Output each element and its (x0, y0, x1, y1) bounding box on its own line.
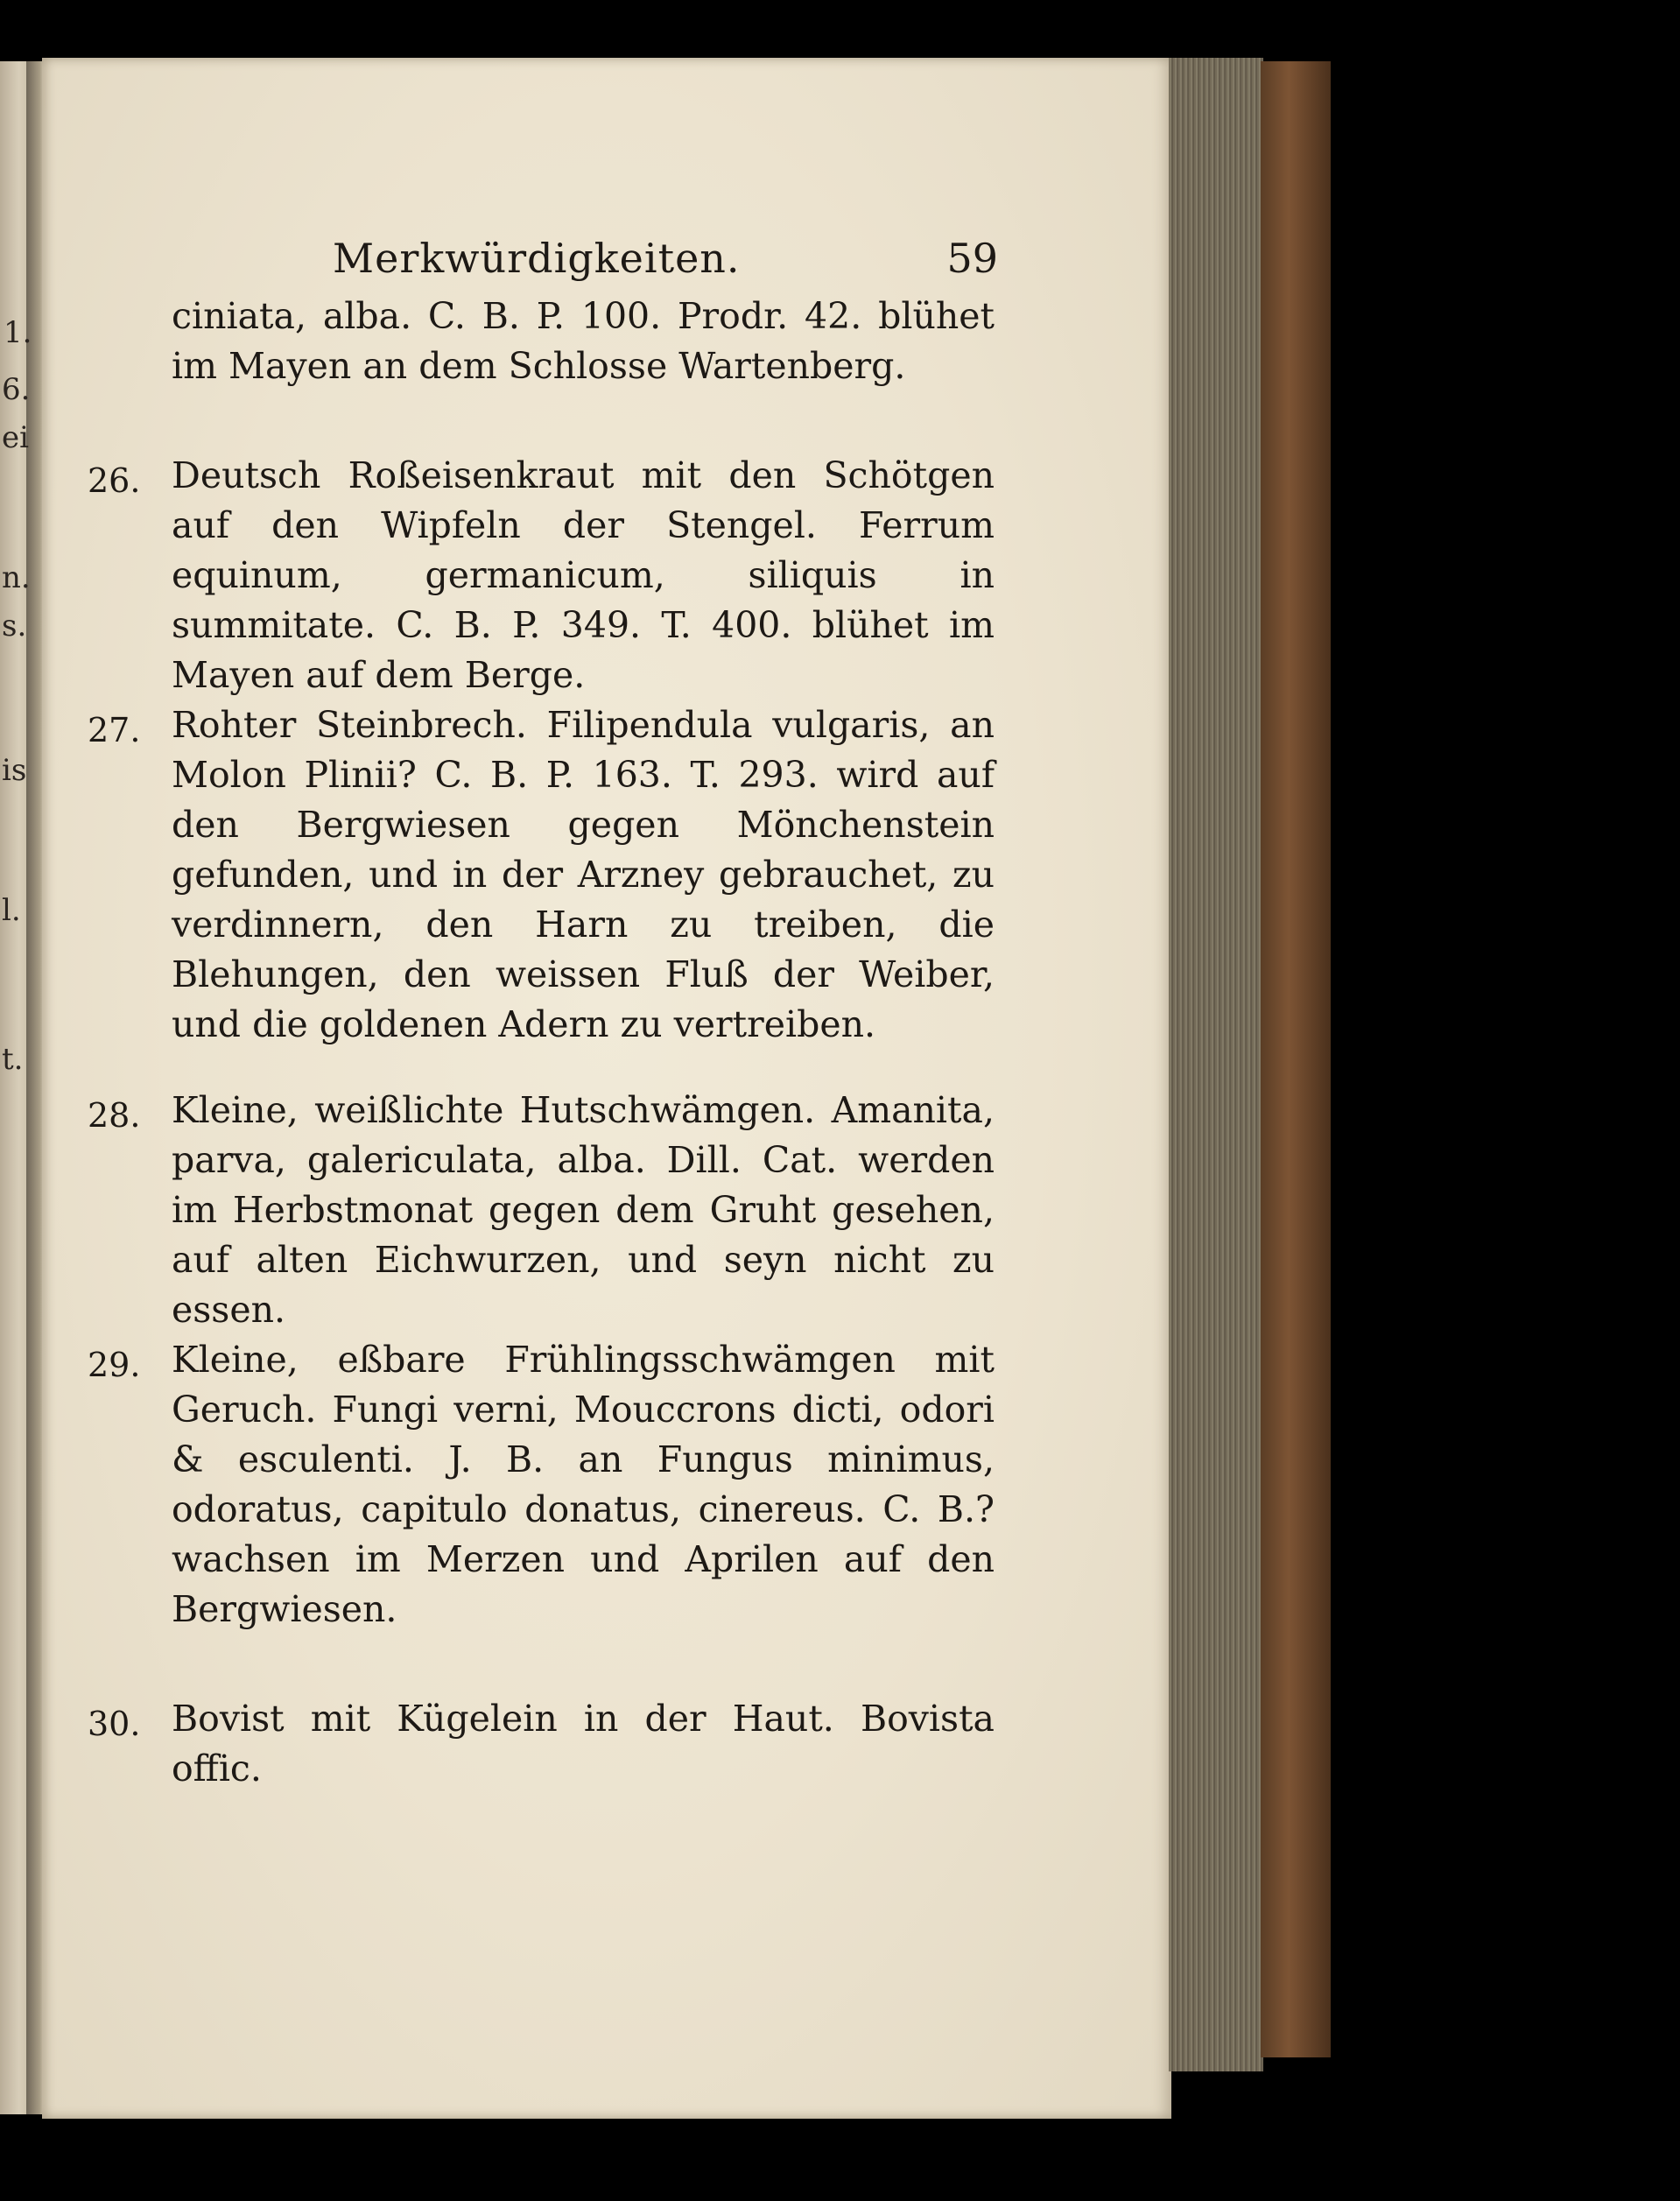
entry-text: Kleine, eßbare Frühlingsschwämgen mit Geruch. Fungi verni, Mouccrons dicti, odori & esculenti. J. B. an Fungus minimus, odoratus, capitulo donatus, cinereus. C. B.? wachsen im Merzen und Aprilen auf den Bergwiesen. (172, 1339, 995, 1630)
prev-page-fragment: ei (2, 420, 29, 455)
page-number: 59 (946, 235, 998, 282)
page-block-edge (1169, 58, 1263, 2071)
prev-page-fragment: 6. (2, 372, 31, 407)
prev-page-fragment: is (2, 753, 27, 788)
entry-number: 29. (88, 1346, 141, 1384)
book-spine (1261, 61, 1331, 2057)
entry-number: 26. (88, 461, 141, 500)
running-header (333, 235, 998, 287)
prev-page-fragment: s. (2, 608, 27, 643)
entry-text: Rohter Steinbrech. Filipendula vulgaris, an Molon Plinii? C. B. P. 163. T. 293. wird auf den Bergwiesen gegen Mönchenstein gefunden, und in der Arzney gebrauchet, zu verdinnern, den Harn zu treiben, die Blehungen, den weissen Fluß der Weiber, und die goldenen Adern zu vertreiben. (172, 704, 995, 1045)
entry-number: 30. (88, 1705, 141, 1743)
entry-text: Deutsch Roßeisenkraut mit den Schötgen auf den Wipfeln der Stengel. Ferrum equinum, germanicum, siliquis in summitate. C. B. P. 349. T. 400. blühet im Mayen auf dem Berge. (172, 454, 995, 696)
entry-number: 28. (88, 1096, 141, 1135)
prev-page-fragment: 1. (4, 315, 32, 350)
entry-text: Kleine, weißlichte Hutschwämgen. Amanita, parva, galericulata, alba. Dill. Cat. werden im Herbstmonat gegen dem Gruht gesehen, auf alten Eichwurzen, und seyn nicht zu essen. (172, 1089, 995, 1331)
running-title: Merkwürdigkeiten. (333, 235, 741, 282)
prev-page-fragment: n. (2, 560, 31, 595)
entry-number: 27. (88, 711, 141, 749)
prev-page-fragment: t. (2, 1042, 24, 1077)
entry-text: Bovist mit Kügelein in der Haut. Bovista offic. (172, 1698, 995, 1790)
entry-text: ciniata, alba. C. B. P. 100. Prodr. 42. blühet im Mayen an dem Schlosse Wartenberg. (172, 295, 995, 387)
prev-page-fragment: l. (2, 893, 21, 928)
